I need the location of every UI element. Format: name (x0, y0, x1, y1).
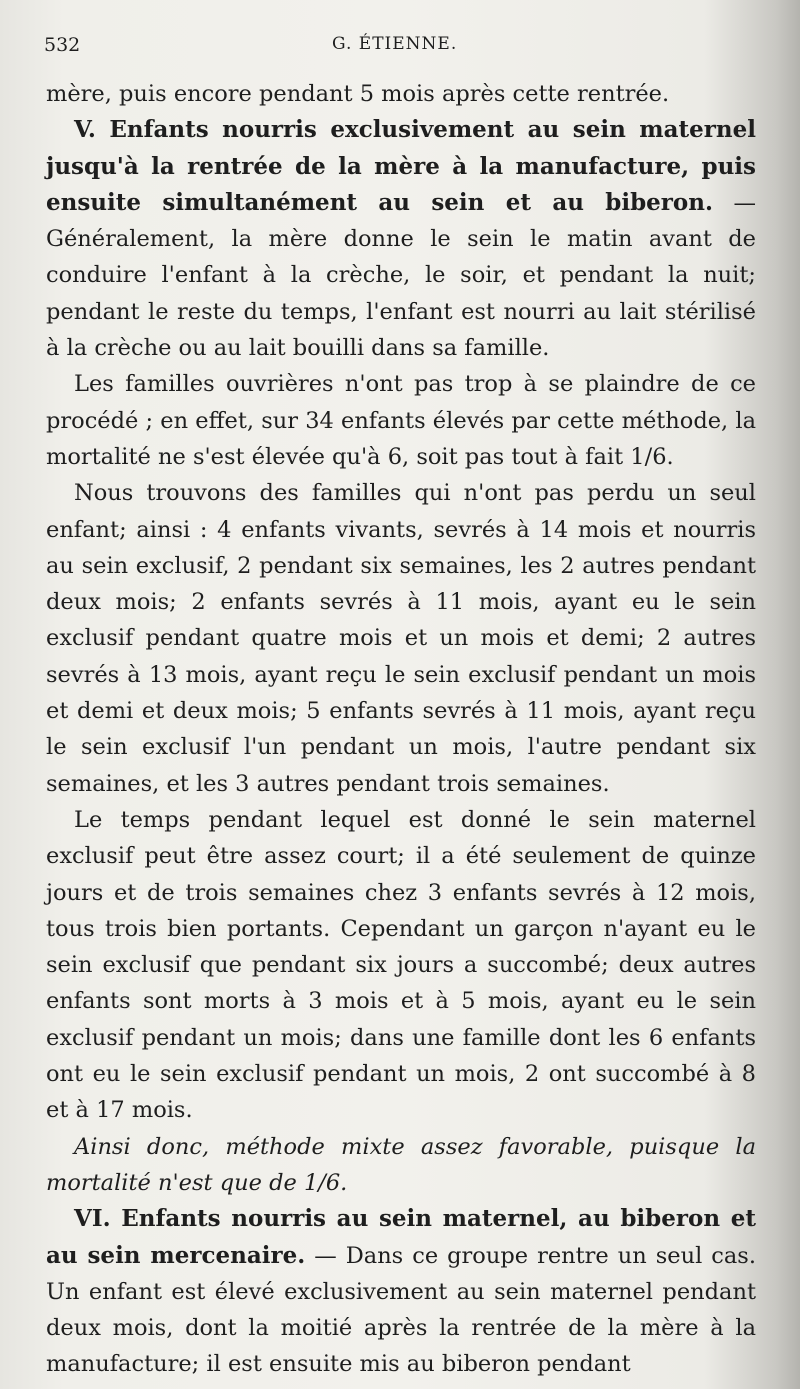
section-vi-text: — Dans ce groupe rentre un seul cas. Un enfant est élevé exclusivement au sein maternel pendant deux mois, dont la moitié après la rentrée de la mère à la manufacture; il est ensuite mis au biberon pendant (46, 1242, 756, 1378)
paragraph-text: Le temps pendant lequel est donné le sein maternel exclusif peut être assez court; il a été seulement de quinze jours et de trois semaines chez 3 enfants sevrés à 12 mois, tous trois bien portants. Cependant un garçon n'ayant eu le sein exclusif que pendant six jours a succombé; deux autres enfants sont morts à 3 mois et à 5 mois, ayant eu le sein exclusif pendant un mois; dans une famille dont les 6 enfants ont eu le sein exclusif pendant un mois, 2 ont succombé à 8 et à 17 mois. (46, 806, 756, 1124)
paragraph-mortality (46, 366, 756, 475)
paragraph-continuation (46, 76, 756, 112)
paragraph-duration (46, 802, 756, 1129)
page-number: 532 (44, 34, 81, 56)
paragraph-text: Nous trouvons des familles qui n'ont pas perdu un seul enfant; ainsi : 4 enfants vivants, sevrés à 14 mois et nourris au sein exclusif, 2 pendant six semaines, les 2 autres pendant deux mois; 2 enfants sevrés à 11 mois, ayant eu le sein exclusif pendant quatre mois et un mois et demi; 2 autres sevrés à 13 mois, ayant reçu le sein exclusif pendant un mois et demi et deux mois; 5 enfants sevrés à 11 mois, ayant reçu le sein exclusif l'un pendant un mois, l'autre pendant six semaines, et les 3 autres pendant trois semaines. (46, 480, 756, 797)
section-vi-heading: VI. Enfants nourris au sein maternel, au biberon et au sein mercenaire. (46, 1205, 756, 1269)
section-v-heading: V. Enfants nourris exclusivement au sein maternel jusqu'à la rentrée de la mère à la manufacture, puis ensuite simultanément au sein et au biberon. (46, 116, 756, 216)
paragraph-text: Les familles ouvrières n'ont pas trop à se plaindre de ce procédé ; en effet, sur 34 enfants élevés par cette méthode, la mortalité ne s'est élevée qu'à 6, soit pas tout à fait 1/6. (46, 371, 756, 470)
paragraph-conclusion (46, 1129, 756, 1202)
section-v-paragraph (46, 112, 756, 366)
section-v-text: — Généralement, la mère donne le sein le matin avant de conduire l'enfant à la crèche, le soir, et pendant la nuit; pendant le reste du temps, l'enfant est nourri au lait stérilisé à la crèche ou au lait bouilli dans sa famille. (46, 189, 756, 362)
running-head: G. ÉTIENNE. (332, 34, 458, 54)
conclusion-text: Ainsi donc, méthode mixte assez favorable, puisque la mortalité n'est que de 1/6. (46, 1133, 756, 1196)
section-vi-paragraph (46, 1201, 756, 1382)
body-text (46, 76, 756, 1383)
paragraph-text: mère, puis encore pendant 5 mois après cette rentrée. (46, 81, 670, 107)
paragraph-families (46, 475, 756, 802)
page-header (44, 34, 752, 58)
